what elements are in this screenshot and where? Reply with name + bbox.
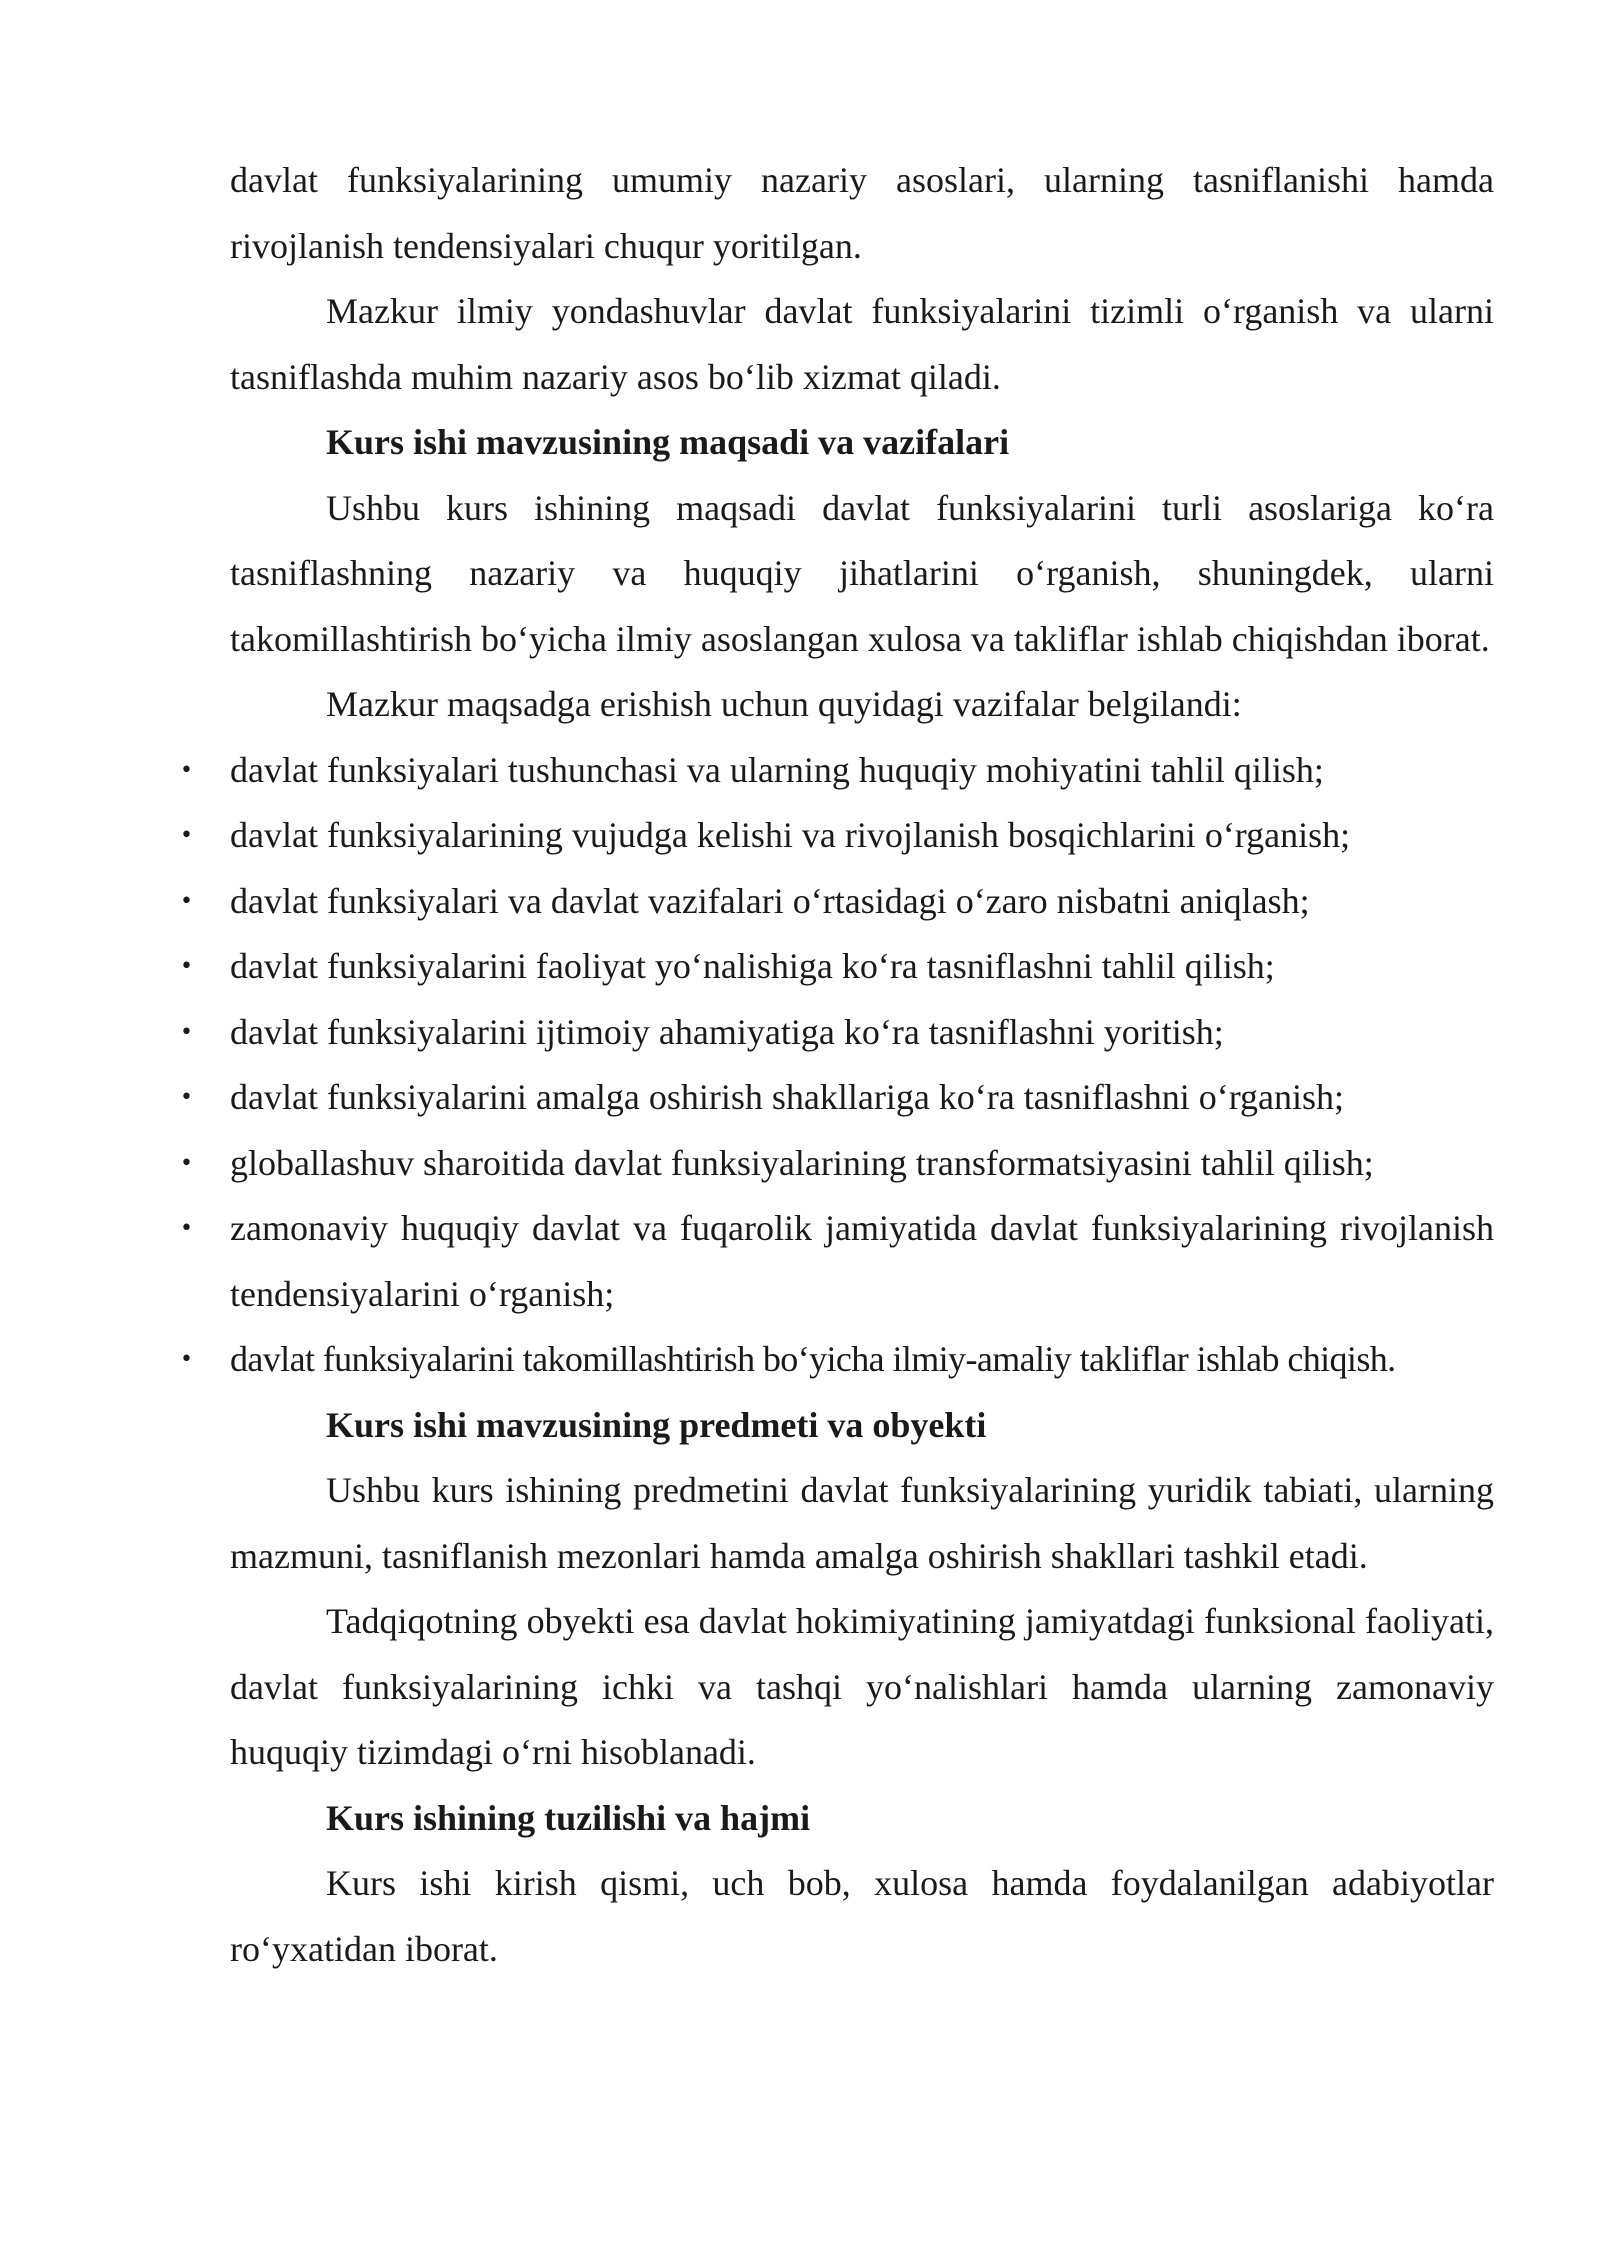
- list-item: [180, 869, 1494, 935]
- section-heading-subject-and-object: Kurs ishi mavzusining predmeti va obyekti: [326, 1404, 987, 1445]
- list-item: [180, 1000, 1494, 1066]
- paragraph-tasks-intro: Mazkur maqsadga erishish uchun quyidagi vazifalar belgilandi:: [326, 684, 1242, 724]
- list-item-text: davlat funksiyalarini amalga oshirish shakllariga ko‘ra tasniflashni o‘rganish;: [230, 1077, 1345, 1117]
- list-item: [180, 803, 1494, 869]
- section-heading-goal-and-tasks: Kurs ishi mavzusining maqsadi va vazifalari: [326, 422, 1010, 462]
- bullet-icon: •: [180, 823, 193, 848]
- list-item: [180, 1196, 1494, 1327]
- list-item-text: globallashuv sharoitida davlat funksiyalarining transformatsiyasini tahlil qilish;: [230, 1142, 1374, 1183]
- paragraph-object: Tadqiqotning obyekti esa davlat hokimiyatining jamiyatdagi funksional faoliyati, davlat funksiyalarining ichki va tashqi yo‘nalishlari hamda ularning zamonaviy huquqiy tizimdagi o‘rni hisoblanadi.: [230, 1601, 1494, 1772]
- tasks-list: [180, 738, 1494, 1393]
- list-item-text: davlat funksiyalarini takomillashtirish bo‘yicha ilmiy-amaliy takliflar ishlab chiqish.: [230, 1339, 1396, 1379]
- bullet-icon: •: [180, 888, 193, 914]
- list-item: [180, 934, 1494, 1000]
- list-item: [180, 1131, 1494, 1197]
- paragraph-subject: Ushbu kurs ishining predmetini davlat funksiyalarining yuridik tabiati, ularning mazmuni, tasniflanish mezonlari hamda amalga oshirish shakllari tashkil etadi.: [230, 1470, 1494, 1576]
- list-item: [180, 1327, 1494, 1393]
- document-page: [180, 148, 1494, 1982]
- bullet-icon: •: [180, 954, 193, 979]
- bullet-icon: •: [180, 1150, 193, 1176]
- list-item-text: davlat funksiyalarini ijtimoiy ahamiyatiga ko‘ra tasniflashni yoritish;: [230, 1011, 1224, 1052]
- list-item-text: davlat funksiyalarini faoliyat yo‘nalishiga ko‘ra tasniflashni tahlil qilish;: [230, 946, 1275, 986]
- list-item-text: davlat funksiyalari tushunchasi va ularning huquqiy mohiyatini tahlil qilish;: [230, 749, 1324, 790]
- bullet-icon: •: [180, 1085, 193, 1110]
- paragraph-scientific-approaches: Mazkur ilmiy yondashuvlar davlat funksiyalarini tizimli o‘rganish va ularni tasniflashda muhim nazariy asos bo‘lib xizmat qiladi.: [230, 291, 1494, 397]
- list-item-text: davlat funksiyalari va davlat vazifalari o‘rtasidagi o‘zaro nisbatni aniqlash;: [230, 880, 1310, 921]
- bullet-icon: •: [180, 1216, 193, 1241]
- bullet-icon: •: [180, 1019, 193, 1045]
- bullet-icon: •: [180, 1347, 193, 1372]
- list-item: [180, 1065, 1494, 1131]
- paragraph-structure: Kurs ishi kirish qismi, uch bob, xulosa hamda foydalanilgan adabiyotlar ro‘yxatidan iborat.: [230, 1863, 1494, 1969]
- paragraph-goal: Ushbu kurs ishining maqsadi davlat funksiyalarini turli asoslariga ko‘ra tasniflashning nazariy va huquqiy jihatlarini o‘rganish, shuningdek, ularni takomillashtirish bo‘yicha ilmiy asoslangan xulosa va takliflar ishlab chiqishdan iborat.: [230, 487, 1494, 659]
- list-item-text: davlat funksiyalarining vujudga kelishi va rivojlanish bosqichlarini o‘rganish;: [230, 815, 1351, 855]
- list-item-text: zamonaviy huquqiy davlat va fuqarolik jamiyatida davlat funksiyalarining rivojlanish tendensiyalarini o‘rganish;: [230, 1208, 1494, 1314]
- bullet-icon: •: [180, 757, 193, 783]
- paragraph-intro-continuation: davlat funksiyalarining umumiy nazariy asoslari, ularning tasniflanishi hamda rivojlanish tendensiyalari chuqur yoritilgan.: [230, 160, 1494, 266]
- section-heading-structure: Kurs ishining tuzilishi va hajmi: [326, 1797, 811, 1838]
- list-item: [180, 738, 1494, 804]
